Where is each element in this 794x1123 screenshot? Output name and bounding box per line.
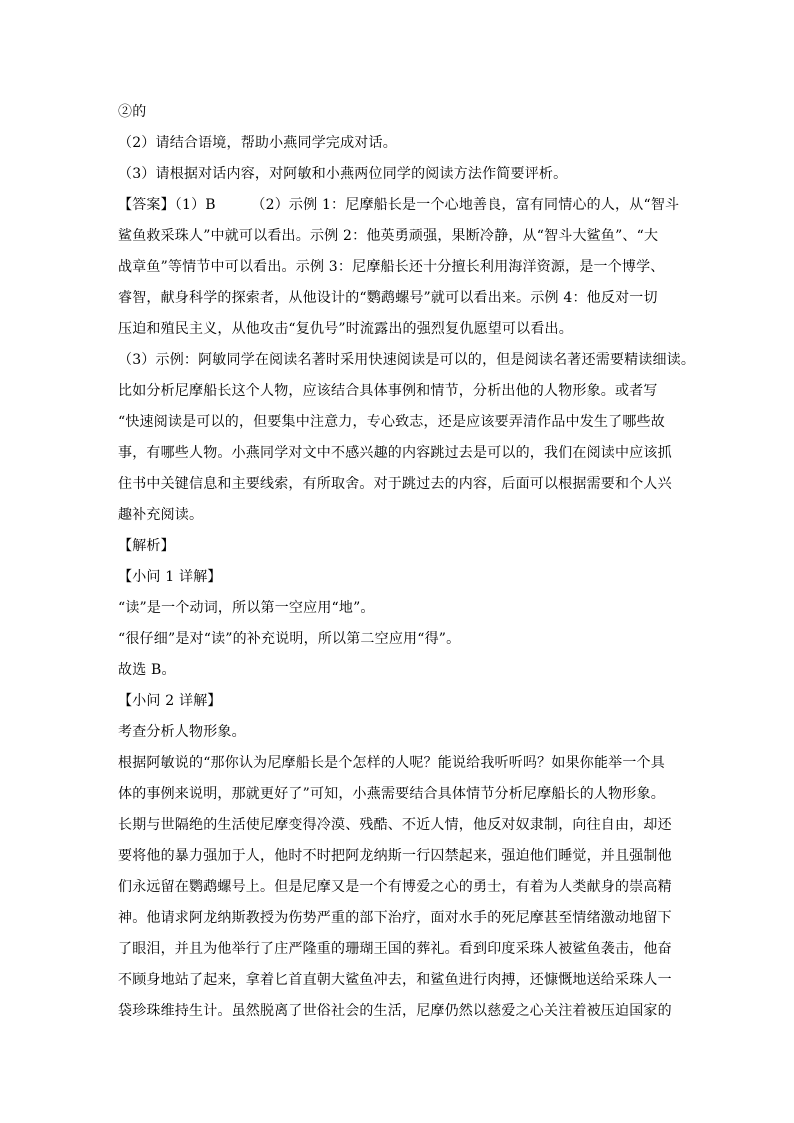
subquestion-1-heading: 【小问 1 详解】 (118, 569, 222, 585)
question-3: （3）请根据对话内容，对阿敏和小燕两位同学的阅读方法作简要评析。 (118, 166, 568, 182)
answer-3-line: 住书中关键信息和主要线索，有所取舍。对于跳过去的内容，后面可以根据需要和个人兴 (118, 476, 672, 492)
analysis-line: 不顾身地站了起来，拿着匕首直朝大鲨鱼冲去，和鲨鱼进行肉搏，还慷慨地送给采珠人一 (118, 972, 672, 988)
analysis-line: 故选 B。 (118, 662, 176, 678)
answer-line: 睿智，献身科学的探索者，从他设计的“鹦鹉螺号”就可以看出来。示例 4：他反对一切 (118, 290, 658, 306)
answer-line: 鲨鱼救采珠人”中就可以看出。示例 2：他英勇顽强，果断冷静，从“智斗大鲨鱼”、“大 (118, 228, 659, 244)
question-2: （2）请结合语境，帮助小燕同学完成对话。 (118, 135, 397, 151)
answer-3-line: 趣补充阅读。 (118, 507, 204, 523)
analysis-line: 神。他请求阿龙纳斯教授为伤势严重的部下治疗，面对水手的死尼摩甚至情绪激动地留下 (118, 910, 672, 926)
answer-3-line: “快速阅读是可以的，但要集中注意力，专心致志，还是应该要弄清作品中发生了哪些故 (118, 414, 665, 430)
analysis-line: 们永远留在鹦鹉螺号上。但是尼摩又是一个有博爱之心的勇士，有着为人类献身的崇高精 (118, 879, 672, 895)
answer-line: 【答案】（1）B （2）示例 1：尼摩船长是一个心地善良，富有同情心的人，从“智斗 (118, 197, 680, 213)
answer-3-line: （3）示例：阿敏同学在阅读名著时采用快速阅读是可以的，但是阅读名著还需要精读细读。 (118, 352, 696, 368)
answer-3-line: 比如分析尼摩船长这个人物，应该结合具体事例和情节，分析出他的人物形象。或者写 (118, 383, 658, 399)
analysis-line: 体的事例来说明，那就更好了”可知，小燕需要结合具体情节分析尼摩船长的人物形象。 (118, 786, 665, 802)
answer-line: 战章鱼”等情节中可以看出。示例 3：尼摩船长还十分擅长利用海洋资源，是一个博学、 (118, 259, 665, 275)
answer-3-line: 事，有哪些人物。小燕同学对文中不感兴趣的内容跳过去是可以的，我们在阅读中应该抓 (118, 445, 672, 461)
analysis-line: 考查分析人物形象。 (118, 724, 246, 740)
analysis-line: “很仔细”是对“读”的补充说明，所以第二空应用“得”。 (118, 631, 461, 647)
analysis-heading: 【解析】 (118, 538, 175, 554)
analysis-line: 根据阿敏说的“那你认为尼摩船长是个怎样的人呢？能说给我听听吗？如果你能举一个具 (118, 755, 665, 771)
subquestion-2-heading: 【小问 2 详解】 (118, 693, 222, 709)
document-page (118, 100, 696, 1030)
analysis-line: 要将他的暴力强加于人，他时不时把阿龙纳斯一行囚禁起来，强迫他们睡觉，并且强制他 (118, 848, 672, 864)
analysis-line: 袋珍珠维持生计。虽然脱离了世俗社会的生活，尼摩仍然以慈爱之心关注着被压迫国家的 (118, 1003, 672, 1019)
text-line-fragment: ②的 (118, 104, 147, 120)
analysis-line: “读”是一个动词，所以第一空应用“地”。 (118, 600, 375, 616)
analysis-line: 长期与世隔绝的生活使尼摩变得冷漠、残酷、不近人情，他反对奴隶制，向往自由，却还 (118, 817, 672, 833)
analysis-line: 了眼泪，并且为他举行了庄严隆重的珊瑚王国的葬礼。看到印度采珠人被鲨鱼袭击，他奋 (118, 941, 672, 957)
answer-line: 压迫和殖民主义，从他攻击“复仇号”时流露出的强烈复仇愿望可以看出。 (118, 321, 573, 337)
